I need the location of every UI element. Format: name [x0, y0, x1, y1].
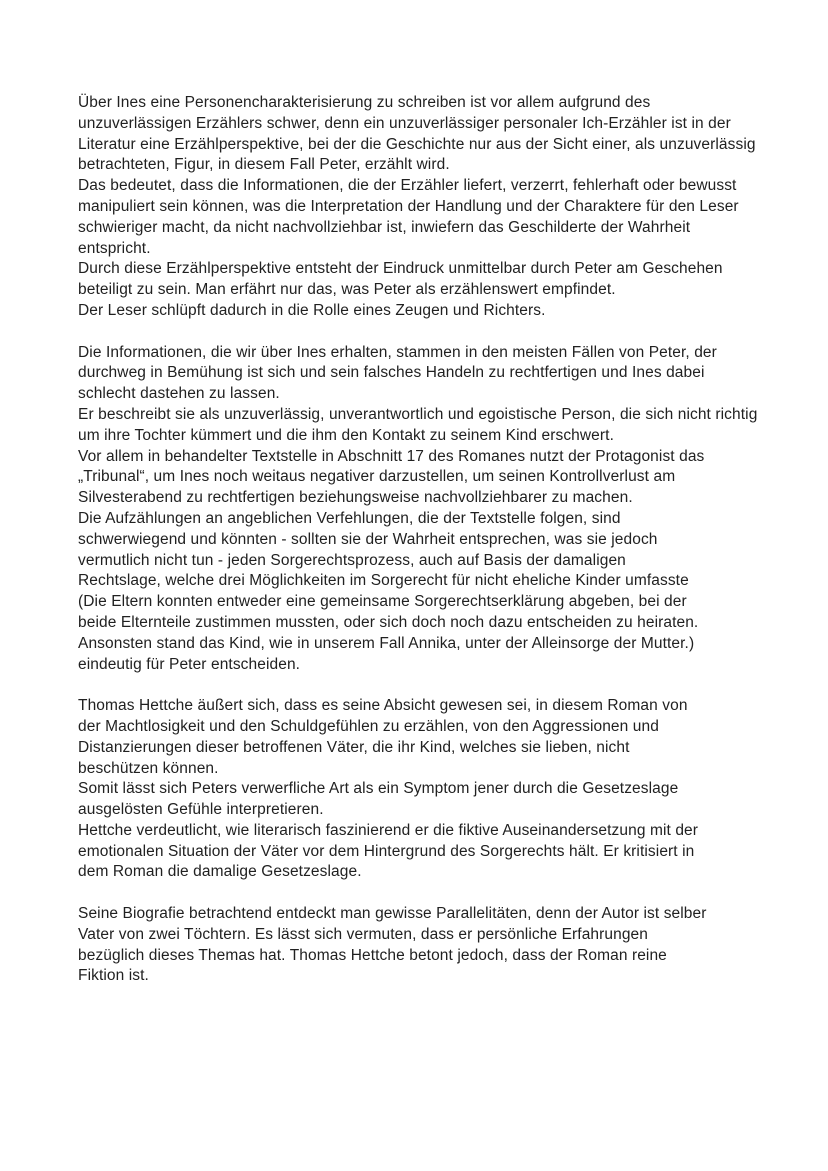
text-line: „Tribunal“, um Ines noch weitaus negativer darzustellen, um seinen Kontrollverlust am: [78, 468, 676, 486]
paragraph: [78, 93, 778, 322]
paragraph: [78, 904, 778, 987]
text-line: (Die Eltern konnten entweder eine gemeinsame Sorgerechtserklärung abgeben, bei der: [78, 593, 687, 611]
text-line: Die Informationen, die wir über Ines erhalten, stammen in den meisten Fällen von Peter, der: [78, 343, 717, 361]
text-line: Ansonsten stand das Kind, wie in unserem Fall Annika, unter der Alleinsorge der Mutter.): [78, 634, 695, 652]
text-line: schwieriger macht, da nicht nachvollziehbar ist, inwiefern das Geschilderte der Wahrheit: [78, 218, 691, 236]
text-line: Vater von zwei Töchtern. Es lässt sich vermuten, dass er persönliche Erfahrungen: [78, 925, 649, 943]
paragraph: [78, 343, 778, 676]
text-line: Das bedeutet, dass die Informationen, die der Erzähler liefert, verzerrt, fehlerhaft oder bewusst: [78, 177, 737, 195]
text-line: beschützen können.: [78, 759, 219, 777]
text-line: um ihre Tochter kümmert und die ihm den Kontakt zu seinem Kind erschwert.: [78, 426, 614, 444]
text-line: Über Ines eine Personencharakterisierung zu schreiben ist vor allem aufgrund des: [78, 94, 651, 111]
paragraph: [78, 696, 778, 883]
text-line: der Machtlosigkeit und den Schuldgefühlen zu erzählen, von den Aggressionen und: [78, 717, 659, 735]
text-line: bezüglich dieses Themas hat. Thomas Hettche betont jedoch, dass der Roman reine: [78, 946, 667, 964]
text-line: Vor allem in behandelter Textstelle in Abschnitt 17 des Romanes nutzt der Protagonist das: [78, 447, 705, 465]
text-line: Er beschreibt sie als unzuverlässig, unverantwortlich und egoistische Person, die sich nicht richtig: [78, 405, 758, 423]
text-line: emotionalen Situation der Väter vor dem Hintergrund des Sorgerechts hält. Er kritisiert in: [78, 842, 695, 860]
text-line: manipuliert sein können, was die Interpretation der Handlung und der Charaktere für den Leser: [78, 197, 739, 215]
text-line: unzuverlässigen Erzählers schwer, denn ein unzuverlässiger personaler Ich-Erzähler ist in der: [78, 114, 731, 132]
text-line: betrachteten, Figur, in diesem Fall Peter, erzählt wird.: [78, 156, 450, 174]
text-line: eindeutig für Peter entscheiden.: [78, 655, 301, 673]
text-line: Durch diese Erzählperspektive entsteht der Eindruck unmittelbar durch Peter am Geschehen: [78, 260, 723, 278]
text-line: beide Elternteile zustimmen mussten, oder sich doch noch dazu entscheiden zu heiraten.: [78, 613, 699, 631]
text-line: entspricht.: [78, 239, 151, 257]
text-line: Seine Biografie betrachtend entdeckt man gewisse Parallelitäten, denn der Autor ist selber: [78, 905, 707, 923]
text-line: Somit lässt sich Peters verwerfliche Art als ein Symptom jener durch die Gesetzeslage: [78, 780, 679, 798]
text-line: Rechtslage, welche drei Möglichkeiten im Sorgerecht für nicht eheliche Kinder umfasste: [78, 572, 689, 590]
text-line: Silvesterabend zu rechtfertigen beziehungsweise nachvollziehbarer zu machen.: [78, 489, 633, 507]
document-body: [78, 93, 778, 987]
text-line: dem Roman die damalige Gesetzeslage.: [78, 863, 362, 881]
text-line: Distanzierungen dieser betroffenen Väter, die ihr Kind, welches sie lieben, nicht: [78, 738, 630, 756]
text-line: beteiligt zu sein. Man erfährt nur das, was Peter als erzählenswert empfindet.: [78, 281, 616, 299]
text-line: ausgelösten Gefühle interpretieren.: [78, 801, 324, 819]
text-line: Literatur eine Erzählperspektive, bei der die Geschichte nur aus der Sicht einer, als unzuverlässig: [78, 135, 756, 153]
text-line: vermutlich nicht tun - jeden Sorgerechtsprozess, auch auf Basis der damaligen: [78, 551, 626, 569]
text-line: Der Leser schlüpft dadurch in die Rolle eines Zeugen und Richters.: [78, 301, 546, 319]
text-line: Fiktion ist.: [78, 967, 149, 985]
text-line: Thomas Hettche äußert sich, dass es seine Absicht gewesen sei, in diesem Roman von: [78, 697, 688, 715]
text-line: schlecht dastehen zu lassen.: [78, 385, 280, 403]
text-line: Hettche verdeutlicht, wie literarisch faszinierend er die fiktive Auseinandersetzung mit der: [78, 821, 699, 839]
text-line: durchweg in Bemühung ist sich und sein falsches Handeln zu rechtfertigen und Ines dabei: [78, 364, 705, 382]
text-line: Die Aufzählungen an angeblichen Verfehlungen, die der Textstelle folgen, sind: [78, 509, 621, 527]
text-line: schwerwiegend und könnten - sollten sie der Wahrheit entsprechen, was sie jedoch: [78, 530, 658, 548]
